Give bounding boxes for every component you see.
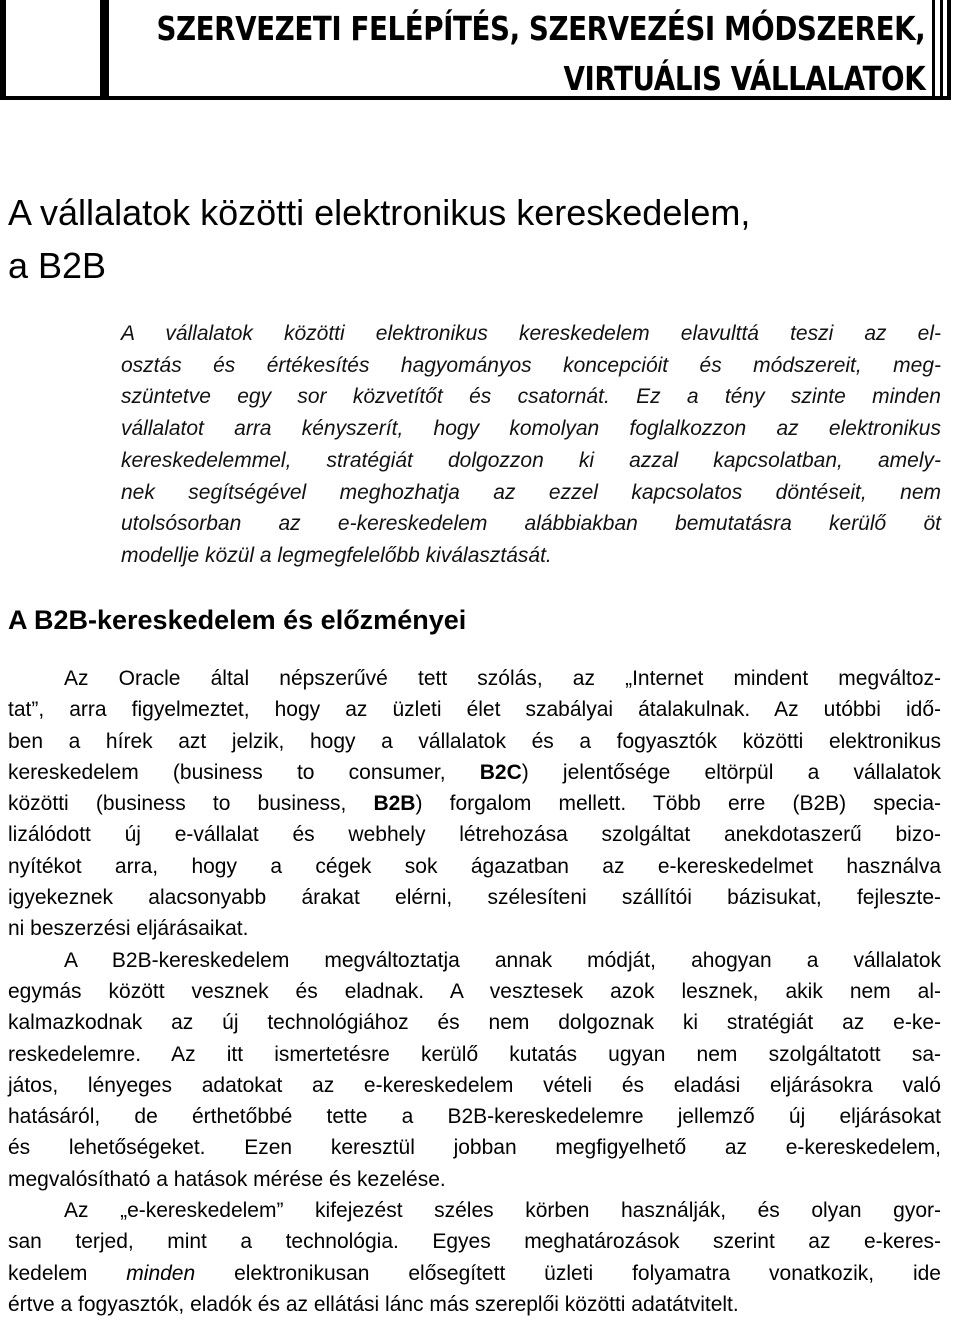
body-line: Az „e-kereskedelem” kifejezést széles körben használják, és olyan gyor- [64,1199,941,1223]
lead-line: kereskedelemmel, stratégiát dolgozzon ki azzal kapcsolatban, amely- [121,448,941,472]
body-text: ) forgalom mellett. Több erre (B2B) specia- [415,792,941,816]
lead-paragraph [121,318,941,572]
lead-line: modellje közül a legmegfelelőbb kiválasztását. [121,543,552,567]
article-title [8,186,750,292]
body-text: közötti (business to business, [8,792,374,816]
left-rule [0,0,6,100]
header-title-line-1: SZERVEZETI FELÉPÍTÉS, SZERVEZÉSI MÓDSZEREK, [156,9,925,48]
right-rule-2 [940,0,943,100]
body-paragraph-1 [8,663,941,945]
left-accent-bar [100,0,109,100]
body-line: egymás között vesznek és eladnak. A vesztesek azok lesznek, akik nem al- [8,979,941,1003]
lead-line: szüntetve egy sor közvetítőt és csatornát. Ez a tény szinte minden [121,385,941,409]
body-line: ben a hírek azt jelzik, hogy a vállalatok és a fogyasztók közötti elektronikus [8,729,941,753]
right-rule-1 [932,0,935,100]
body-text: kedelem [8,1261,127,1285]
body-text: elektronikusan elősegített üzleti folyamatra vonatkozik, ide [195,1261,941,1285]
body-line: igyekeznek alacsonyabb árakat elérni, szélesíteni szállítói bázisukat, fejleszte- [8,886,941,910]
body-line [8,1258,941,1289]
right-rule-3 [947,0,951,100]
article-body [8,663,941,1320]
body-line: san terjed, mint a technológia. Egyes meghatározások szerint az e-keres- [8,1230,941,1254]
body-text: ) jelentősége eltörpül a vállalatok [521,760,941,784]
body-text: kereskedelem (business to consumer, [8,760,480,784]
lead-line: utolsósorban az e-kereskedelem alábbiakban bemutatásra kerülő öt [121,512,941,536]
body-line [8,788,941,819]
body-line: ni beszerzési eljárásaikat. [8,917,249,941]
article-title-line-2: a B2B [8,245,107,286]
header-banner [0,0,960,100]
body-line: hatásáról, de érthetőbbé tette a B2B-kereskedelemre jellemző új eljárásokat [8,1105,941,1129]
body-line: Az Oracle által népszerűvé tett szólás, az „Internet mindent megváltoz- [64,667,941,690]
body-line [8,757,941,788]
lead-line: A vállalatok közötti elektronikus kereskedelem elavulttá teszi az el- [121,322,941,345]
lead-line: osztás és értékesítés hagyományos koncepcióit és módszereit, meg- [121,353,941,377]
b2b-term: B2B [373,792,416,816]
body-line: és lehetőségeket. Ezen keresztül jobban megfigyelhető az e-kereskedelem, [8,1136,941,1160]
article-title-line-1: A vállalatok közötti elektronikus kereskedelem, [8,192,751,233]
body-line: reskedelemre. Az itt ismertetésre kerülő kutatás ugyan nem szolgáltatott sa- [8,1042,941,1066]
section-title: A B2B-kereskedelem és előzményei [8,605,467,635]
header-title-line-2: VIRTUÁLIS VÁLLALATOK [563,59,925,98]
body-line: játos, lényeges adatokat az e-kereskedelem vételi és eladási eljárásokra való [8,1073,941,1097]
lead-line: nek segítségével meghozhatja az ezzel kapcsolatos döntéseit, nem [121,480,941,504]
emphasis-minden: minden [126,1261,196,1285]
lead-line: vállalatot arra kényszerít, hogy komolyan foglalkozzon az elektronikus [121,417,941,441]
body-line: értve a fogyasztók, eladók és az ellátási lánc más szereplői közötti adatátvitelt. [8,1292,739,1316]
body-paragraph-3 [8,1195,941,1320]
body-line: kalmazkodnak az új technológiához és nem dolgoznak ki stratégiát az e-ke- [8,1011,941,1035]
body-line: A B2B-kereskedelem megváltoztatja annak módját, ahogyan a vállalatok [64,948,941,972]
body-line: tat”, arra figyelmeztet, hogy az üzleti élet szabályai átalakulnak. Az utóbbi idő- [8,698,941,722]
b2c-term: B2C [479,760,522,784]
body-line: nyítékot arra, hogy a cégek sok ágazatban az e-kereskedelmet használva [8,854,941,878]
header-title [156,4,925,104]
body-paragraph-2 [8,945,941,1195]
body-line: megvalósítható a hatások mérése és kezelése. [8,1167,446,1191]
body-line: lizálódott új e-vállalat és webhely létrehozása szolgáltat anekdotaszerű bizo- [8,823,941,847]
